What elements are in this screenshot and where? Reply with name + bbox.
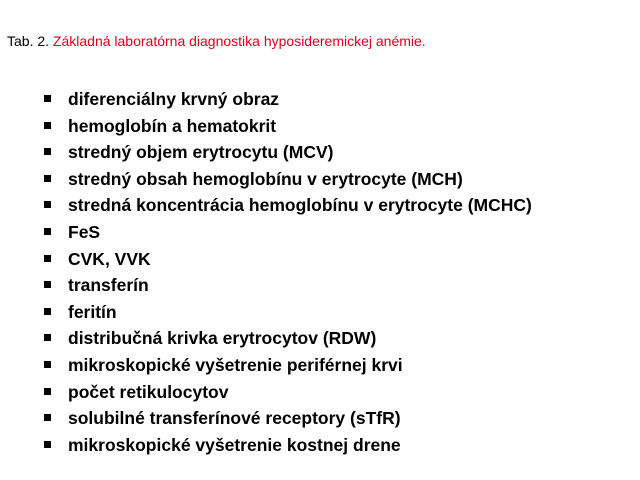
list-item-label: CVK, VVK (68, 248, 151, 269)
list-item (44, 139, 532, 166)
square-bullet-icon (44, 228, 51, 235)
list-item (44, 299, 532, 326)
square-bullet-icon (44, 122, 51, 129)
caption-title: Základná laboratórna diagnostika hyposideremickej anémie. (52, 33, 426, 49)
square-bullet-icon (44, 308, 51, 315)
diagnostics-list (44, 86, 532, 458)
list-item (44, 219, 532, 246)
square-bullet-icon (44, 388, 51, 395)
list-item (44, 379, 532, 406)
square-bullet-icon (44, 334, 51, 341)
list-item-label: mikroskopické vyšetrenie kostnej drene (68, 434, 401, 455)
list-item (44, 272, 532, 299)
square-bullet-icon (44, 281, 51, 288)
list-item-label: feritín (68, 301, 117, 322)
square-bullet-icon (44, 361, 51, 368)
list-item-label: distribučná krivka erytrocytov (RDW) (68, 328, 377, 349)
list-item-label: stredný objem erytrocytu (MCV) (68, 142, 334, 163)
list-item (44, 86, 532, 113)
list-item (44, 192, 532, 219)
table-caption (7, 33, 426, 50)
square-bullet-icon (44, 441, 51, 448)
square-bullet-icon (44, 175, 51, 182)
square-bullet-icon (44, 414, 51, 421)
list-item-label: transferín (68, 275, 149, 296)
list-item (44, 325, 532, 352)
list-item-label: solubilné transferínové receptory (sTfR) (68, 408, 401, 429)
list-item (44, 352, 532, 379)
list-item (44, 432, 532, 459)
list-item (44, 113, 532, 140)
square-bullet-icon (44, 95, 51, 102)
list-item (44, 405, 532, 432)
list-item-label: stredný obsah hemoglobínu v erytrocyte (MCH) (68, 168, 463, 189)
square-bullet-icon (44, 148, 51, 155)
list-item-label: počet retikulocytov (68, 381, 229, 402)
list-item-label: FeS (68, 221, 101, 242)
caption-label: Tab. 2. (7, 33, 50, 49)
square-bullet-icon (44, 255, 51, 262)
list-item-label: hemoglobín a hematokrit (68, 115, 277, 136)
list-item (44, 246, 532, 273)
square-bullet-icon (44, 201, 51, 208)
list-item (44, 166, 532, 193)
list-item-label: mikroskopické vyšetrenie periférnej krvi (68, 354, 403, 375)
list-item-label: diferenciálny krvný obraz (68, 89, 280, 109)
list-item-label: stredná koncentrácia hemoglobínu v erytrocyte (MCHC) (68, 195, 532, 216)
